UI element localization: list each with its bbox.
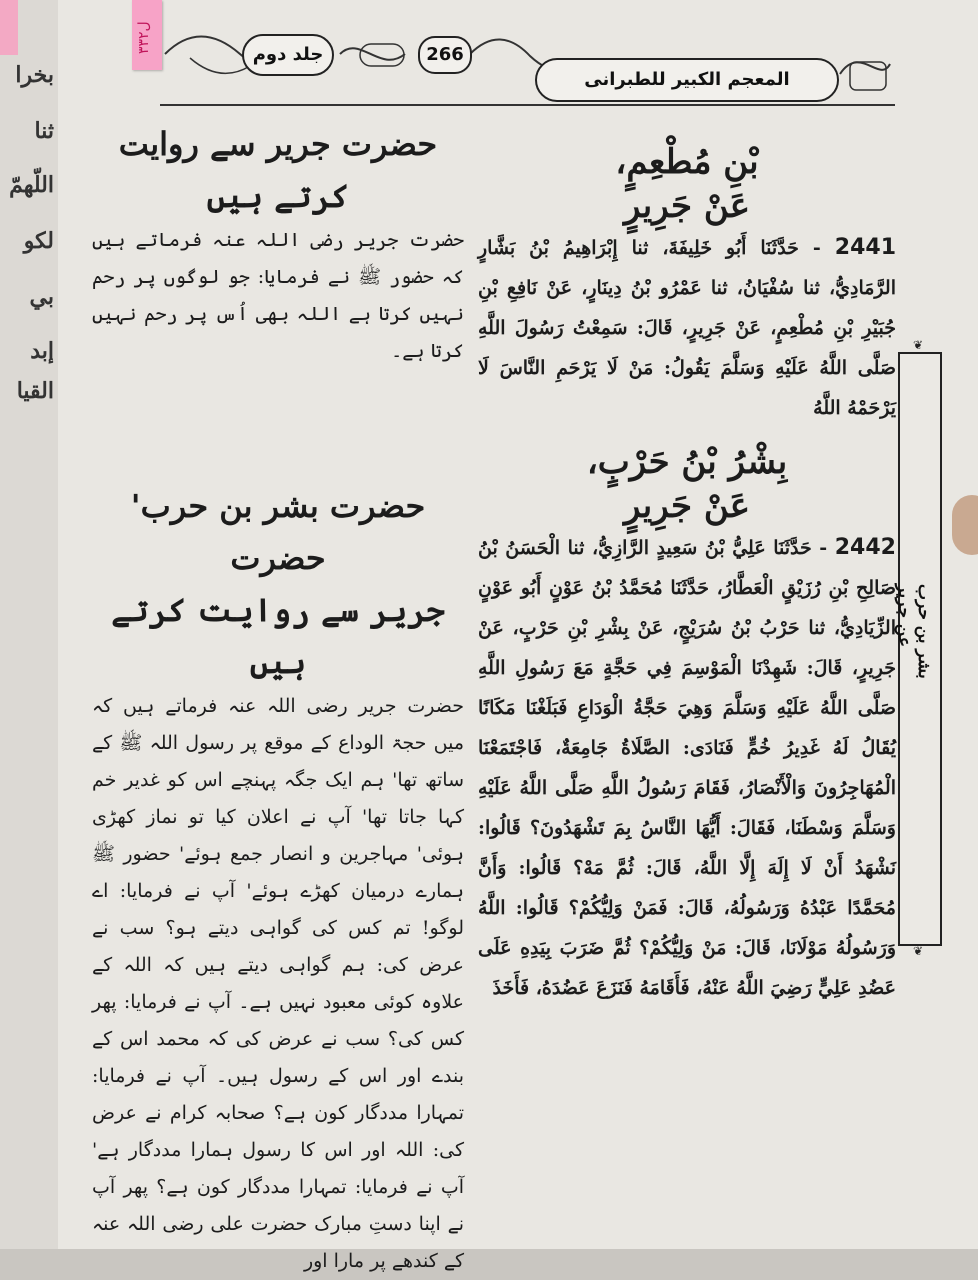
prev-page-line: إبد (30, 338, 54, 364)
prev-page-line: لكو (23, 228, 54, 254)
section-heading: عَنْ جَرِيرٍ (623, 186, 750, 226)
book-title: المعجم الکبیر للطبرانی (535, 58, 839, 102)
prev-page-line: بخرا (15, 62, 54, 88)
prev-page-line: اللّهمّ (9, 172, 54, 198)
header-rule (160, 104, 895, 106)
prev-page-line: ثنا (34, 118, 54, 144)
hadith-text: - حَدَّثَنَا أَبُو خَلِيفَةَ، ثنا إِبْرَاهِيمُ بْنُ بَشَّارٍ الرَّمَادِيُّ، ثنا سُفْيَانُ، ثنا عَمْرُو بْنُ دِينَارٍ، عَنْ نَافِعِ بْنِ جُبَيْرِ بْنِ مُطْعِمٍ، عَنْ جَرِيرٍ، قَالَ: سَمِعْتُ رَسُولَ اللَّهِ صَلَّى اللَّهُ عَلَيْهِ وَسَلَّمَ يَقُولُ: مَنْ لَا يَرْحَمِ النَّاسَ لَا يَرْحَمْهُ اللَّهُ (478, 237, 896, 419)
page-number: 266 (418, 36, 472, 74)
translation-paragraph: حضرت جریر رضی اللہ عنہ فرماتے ہیں کہ حضور ﷺ نے فرمایا: جو لوگوں پر رحم نہیں کرتا ہے اللہ بھی اُس پر رحم نہیں کرتا ہے۔ (92, 229, 464, 362)
thumb (952, 495, 978, 555)
section-heading: بْنِ مُطْعِمٍ، (615, 142, 759, 182)
section-heading: حضرت جریر سے روایت (118, 125, 438, 163)
volume-label: جلد دوم (242, 34, 334, 76)
margin-box-text: بشر بن حرب عن جریر (894, 584, 934, 679)
previous-page-edge (0, 0, 62, 1249)
hadith-paragraph (478, 228, 896, 428)
page-header (160, 14, 895, 98)
section-heading: بِشْرُ بْنُ حَرْبٍ، (586, 442, 788, 482)
section-heading: عَنْ جَرِيرٍ (623, 486, 750, 526)
sticky-note (132, 0, 162, 70)
sidebox-top-ornament: ❦ (912, 338, 924, 352)
prev-page-line: بي (29, 284, 54, 310)
sticky-note-text: ل٣٣٢ (135, 21, 151, 54)
section-heading: جریر سے روایت کرتے ہیں (111, 591, 445, 681)
margin-box (894, 352, 942, 946)
hadith-number: 2441 (834, 235, 896, 260)
translation-paragraph: حضرت جریر رضی اللہ عنہ فرماتے ہیں کہ میں حجۃ الوداع کے موقع پر رسول اللہ ﷺ کے ساتھ تھا' ہم ایک جگہ پہنچے اس کو غدیر خم کہا جاتا تھا' آپ نے اعلان کیا تو نماز کھڑی ہوئی' مہاجرین و انصار جمع ہوئے' حضور ﷺ ہمارے درمیان کھڑے ہوئے' آپ نے فرمایا: اے لوگو! تم کس کی گواہی دیتے ہو؟ سب نے عرض کی: ہم گواہی دیتے ہیں کہ اللہ کے علاوہ کوئی معبود نہیں ہے۔ آپ نے فرمایا: پھر کس کی؟ سب نے عرض کی کہ محمد اس کے بندے اور اس کے رسول ہیں۔ آپ نے فرمایا: تمہارا مددگار کون ہے؟ صحابہ کرام نے عرض کی: اللہ اور اس کا رسول ہمارا مددگار ہے' آپ نے فرمایا: تمہارا مددگار کون ہے؟ پھر آپ نے اپنا دستِ مبارک حضرت علی رضی اللہ عنہ کے کندھے پر مارا اور (92, 695, 464, 1272)
arabic-column (478, 118, 896, 1008)
hadith-number: 2442 (834, 535, 896, 560)
section-heading: حضرت بشر بن حرب' حضرت (130, 487, 426, 577)
pink-tab (0, 0, 18, 55)
sidebox-bottom-ornament: ❦ (912, 944, 924, 958)
hadith-paragraph (478, 528, 896, 1008)
urdu-column (92, 118, 464, 1280)
section-heading: کرتے ہیں (206, 177, 350, 215)
hadith-text: - حَدَّثَنَا عَلِيُّ بْنُ سَعِيدٍ الرَّازِيُّ، ثنا الْحَسَنُ بْنُ صَالِحِ بْنِ رُزَيْقٍ الْعَطَّارُ، حَدَّثَنَا مُحَمَّدُ بْنُ عَوْنٍ أَبُو عَوْنٍ الزِّيَادِيُّ، ثنا حَرْبُ بْنُ سُرَيْجٍ، عَنْ بِشْرِ بْنِ حَرْبٍ، عَنْ جَرِيرٍ، قَالَ: شَهِدْنَا الْمَوْسِمَ فِي حَجَّةٍ مَعَ رَسُولِ اللَّهِ صَلَّى اللَّهُ عَلَيْهِ وَسَلَّمَ وَهِيَ حَجَّةُ الْوَدَاعِ فَبَلَغْنَا مَكَانًا يُقَالُ لَهُ غَدِيرُ خُمٍّ فَنَادَى: الصَّلَاةُ جَامِعَةٌ، فَاجْتَمَعْنَا الْمُهَاجِرُونَ وَالْأَنْصَارُ، فَقَامَ رَسُولُ اللَّهِ صَلَّى اللَّهُ عَلَيْهِ وَسَلَّمَ وَسْطَنَا، فَقَالَ: أَيُّهَا النَّاسُ بِمَ تَشْهَدُونَ؟ قَالُوا: نَشْهَدُ أَنْ لَا إِلَهَ إِلَّا اللَّهُ، قَالَ: ثُمَّ مَهْ؟ قَالُوا: وَأَنَّ مُحَمَّدًا عَبْدُهُ وَرَسُولُهُ، قَالَ: فَمَنْ وَلِيُّكُمْ؟ قَالُوا: اللَّهُ وَرَسُولُهُ مَوْلَانَا، قَالَ: مَنْ وَلِيُّكُمْ؟ ثُمَّ ضَرَبَ بِيَدِهِ عَلَى عَضُدِ عَلِيٍّ رَضِيَ اللَّهُ عَنْهُ، فَأَقَامَهُ فَنَزَعَ عَضُدَهُ، فَأَخَذَ (478, 537, 896, 999)
prev-page-line: القيا (16, 378, 54, 404)
